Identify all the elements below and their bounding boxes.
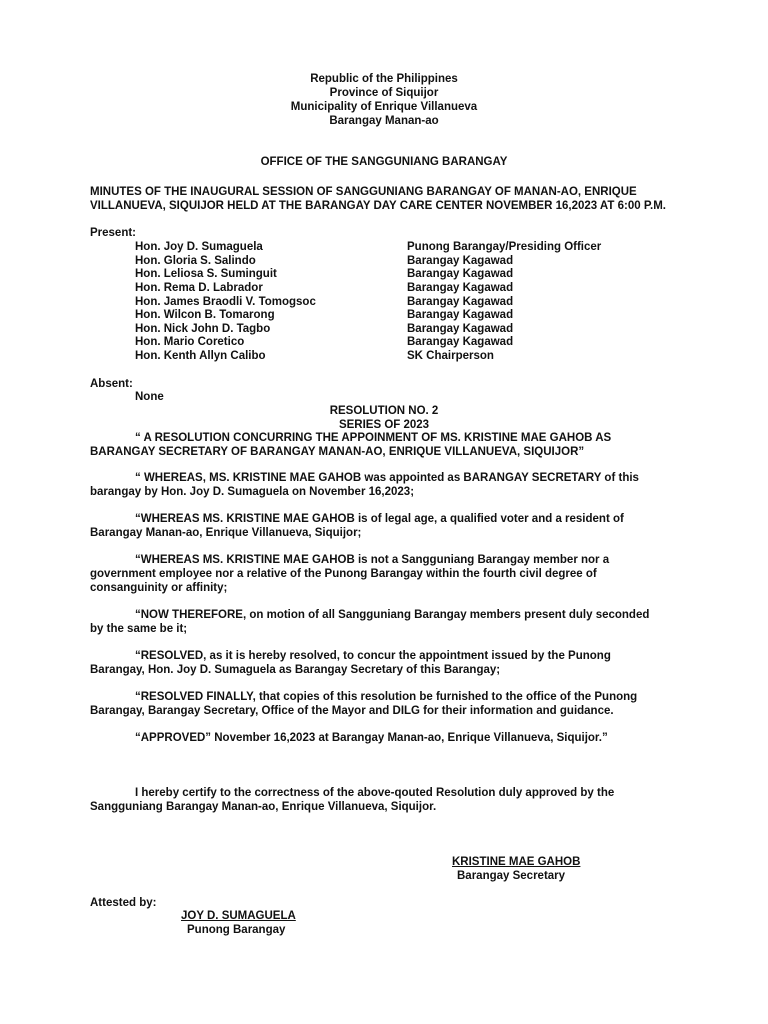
member-position: SK Chairperson bbox=[407, 350, 494, 362]
minutes-title-line-1: MINUTES OF THE INAUGURAL SESSION OF SANGGUNIANG BARANGAY OF MANAN-AO, ENRIQUE bbox=[90, 186, 637, 198]
header-line-republic: Republic of the Philippines bbox=[310, 73, 458, 85]
attested-label: Attested by: bbox=[90, 897, 157, 909]
member-position: Barangay Kagawad bbox=[407, 282, 514, 294]
member-name: Hon. Gloria S. Salindo bbox=[135, 255, 256, 267]
secretary-name: KRISTINE MAE GAHOB bbox=[452, 856, 581, 868]
resolved-paragraph: “RESOLVED, as it is hereby resolved, to concur the appointment issued by the Punong Barangay, Hon. Joy D. Sumaguela as Barangay Secretary of this Barangay; bbox=[90, 650, 611, 676]
member-position: Barangay Kagawad bbox=[407, 255, 514, 267]
whereas-appointment-paragraph: “ WHEREAS, MS. KRISTINE MAE GAHOB was appointed as BARANGAY SECRETARY of this barangay by Hon. Joy D. Sumaguela on November 16,2023; bbox=[90, 472, 639, 498]
minutes-title-line-2: VILLANUEVA, SIQUIJOR HELD AT THE BARANGAY DAY CARE CENTER NOVEMBER 16,2023 AT 6:00 P.M. bbox=[90, 200, 666, 212]
now-therefore-paragraph: “NOW THEREFORE, on motion of all Sangguniang Barangay members present duly seconded by the same be it; bbox=[90, 609, 650, 635]
certification-paragraph: I hereby certify to the correctness of the above-qouted Resolution duly approved by the Sangguniang Barangay Manan-ao, Enrique Villanueva, Siquijor. bbox=[90, 787, 615, 813]
member-position: Punong Barangay/Presiding Officer bbox=[407, 241, 602, 253]
member-name: Hon. Nick John D. Tagbo bbox=[135, 323, 271, 335]
header-line-province: Province of Siquijor bbox=[329, 87, 439, 99]
whereas-qualified-paragraph: “WHEREAS MS. KRISTINE MAE GAHOB is of legal age, a qualified voter and a resident of Barangay Manan-ao, Enrique Villanueva, Siquijor; bbox=[90, 513, 624, 539]
resolution-number: RESOLUTION NO. 2 bbox=[329, 405, 439, 417]
resolution-title-line-2: BARANGAY SECRETARY OF BARANGAY MANAN-AO, ENRIQUE VILLANUEVA, SIQUIJOR” bbox=[90, 446, 585, 458]
member-name: Hon. Rema D. Labrador bbox=[135, 282, 263, 294]
approved-paragraph: “APPROVED” November 16,2023 at Barangay Manan-ao, Enrique Villanueva, Siquijor.” bbox=[135, 732, 608, 744]
member-position: Barangay Kagawad bbox=[407, 296, 514, 308]
secretary-title: Barangay Secretary bbox=[457, 870, 566, 882]
member-name: Hon. Mario Coretico bbox=[135, 336, 245, 348]
header-line-municipality: Municipality of Enrique Villanueva bbox=[290, 101, 478, 113]
member-name: Hon. James Braodli V. Tomogsoc bbox=[135, 296, 316, 308]
document-header bbox=[0, 72, 768, 128]
member-name: Hon. Joy D. Sumaguela bbox=[135, 241, 263, 253]
member-name: Hon. Wilcon B. Tomarong bbox=[135, 309, 275, 321]
absent-label: Absent: bbox=[90, 378, 133, 390]
attester-name: JOY D. SUMAGUELA bbox=[181, 910, 296, 922]
present-label: Present: bbox=[90, 227, 137, 239]
member-position: Barangay Kagawad bbox=[407, 336, 514, 348]
member-position: Barangay Kagawad bbox=[407, 309, 514, 321]
whereas-not-member-paragraph: “WHEREAS MS. KRISTINE MAE GAHOB is not a Sangguniang Barangay member nor a government employee nor a relative of the Punong Barangay within the fourth civil degree of consanguinity or affinity; bbox=[90, 554, 610, 594]
resolution-series: SERIES OF 2023 bbox=[338, 419, 430, 431]
office-title: OFFICE OF THE SANGGUNIANG BARANGAY bbox=[260, 156, 508, 168]
member-position: Barangay Kagawad bbox=[407, 268, 514, 280]
member-name: Hon. Kenth Allyn Calibo bbox=[135, 350, 266, 362]
resolved-finally-paragraph: “RESOLVED FINALLY, that copies of this resolution be furnished to the office of the Punong Barangay, Barangay Secretary, Office of the Mayor and DILG for their information and guidance. bbox=[90, 691, 638, 717]
absent-value: None bbox=[135, 391, 164, 403]
header-line-barangay: Barangay Manan-ao bbox=[329, 115, 439, 127]
attester-title: Punong Barangay bbox=[187, 924, 286, 936]
member-name: Hon. Leliosa S. Suminguit bbox=[135, 268, 277, 280]
resolution-title-line-1: “ A RESOLUTION CONCURRING THE APPOINMENT OF MS. KRISTINE MAE GAHOB AS bbox=[135, 432, 612, 444]
member-position: Barangay Kagawad bbox=[407, 323, 514, 335]
